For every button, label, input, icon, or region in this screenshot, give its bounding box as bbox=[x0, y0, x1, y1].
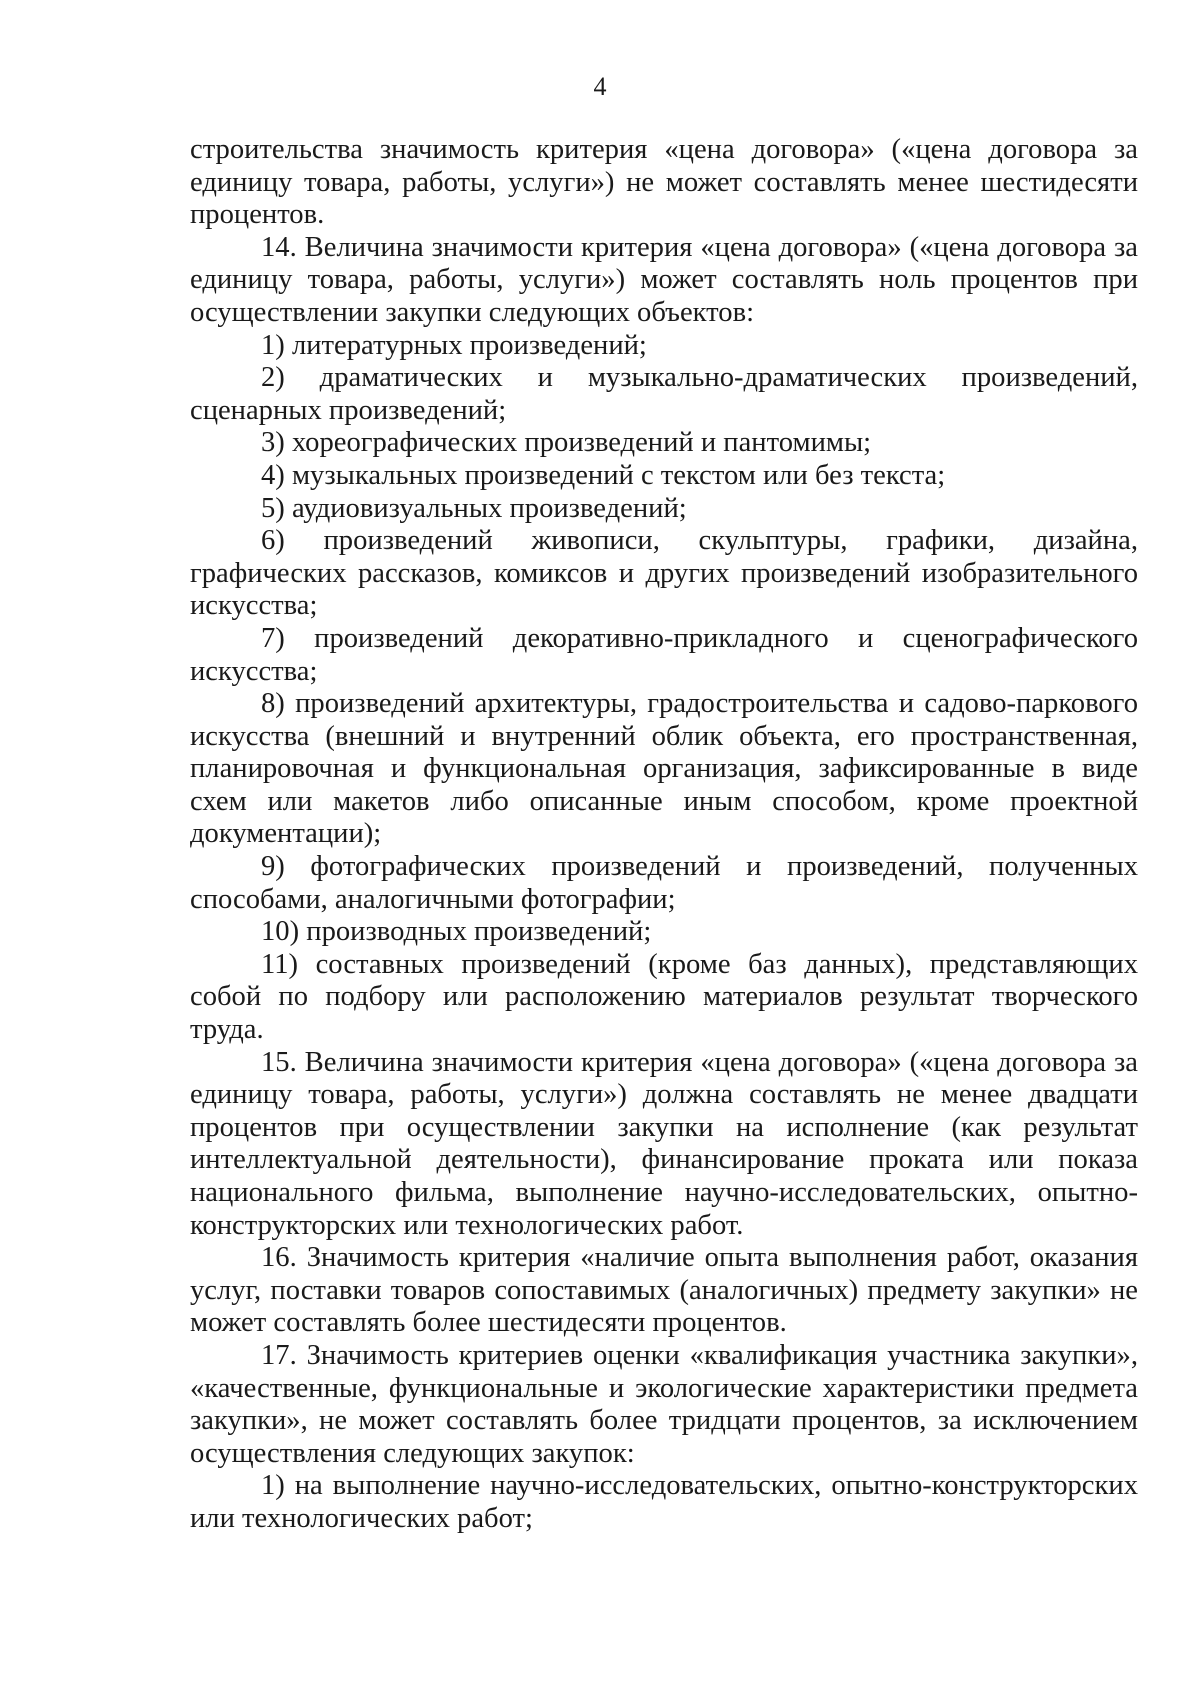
list-item-14-7: 7) произведений декоративно-прикладного и сценографического искусства; bbox=[190, 622, 1138, 687]
list-item-14-1: 1) литературных произведений; bbox=[261, 329, 647, 361]
document-body bbox=[190, 134, 1138, 1536]
list-item-14-2: 2) драматических и музыкально-драматических произведений, сценарных произведений; bbox=[190, 362, 1138, 426]
paragraph-item-15: 15. Величина значимости критерия «цена договора» («цена договора за единицу товара, работы, услуги») должна составлять не менее двадцати процентов при осуществлении закупки на исполнение (как результат интеллектуальной деятельности), финансирование проката или показа национального фильма, выполнение научно-исследовательских, опытно-конструкторских или технологических работ. bbox=[190, 1046, 1138, 1241]
list-item-14-8: 8) произведений архитектуры, градостроительства и садово-паркового искусства (внешний и внутренний облик объекта, его пространственная, планировочная и функциональная организация, зафиксированные в виде схем или макетов либо описанные иным способом, кроме проектной документации); bbox=[190, 688, 1138, 850]
list-item-14-6: 6) произведений живописи, скульптуры, графики, дизайна, графических рассказов, комиксов и других произведений изобразительного искусства; bbox=[190, 525, 1138, 622]
list-item-14-10: 10) производных произведений; bbox=[261, 916, 652, 948]
list-item-17-1: 1) на выполнение научно-исследовательских, опытно-конструкторских или технологических работ; bbox=[190, 1470, 1138, 1534]
paragraph-continuation: строительства значимость критерия «цена договора» («цена договора за единицу товара, работы, услуги») не может составлять менее шестидесяти процентов. bbox=[190, 134, 1138, 231]
list-item-14-11: 11) составных произведений (кроме баз данных), представляющих собой по подбору или расположению материалов результат творческого труда. bbox=[190, 948, 1138, 1046]
page-number: 4 bbox=[593, 72, 607, 101]
paragraph-item-17: 17. Значимость критериев оценки «квалификация участника закупки», «качественные, функциональные и экологические характеристики предмета закупки», не может составлять более тридцати процентов, за исключением осуществления следующих закупок: bbox=[190, 1339, 1138, 1469]
paragraph-item-14: 14. Величина значимости критерия «цена договора» («цена договора за единицу товара, работы, услуги») может составлять ноль процентов при осуществлении закупки следующих объектов: bbox=[190, 231, 1138, 328]
list-item-14-3: 3) хореографических произведений и пантомимы; bbox=[261, 427, 872, 459]
list-item-14-4: 4) музыкальных произведений с текстом или без текста; bbox=[261, 459, 946, 491]
list-item-14-5: 5) аудиовизуальных произведений; bbox=[261, 492, 687, 524]
paragraph-item-16: 16. Значимость критерия «наличие опыта выполнения работ, оказания услуг, поставки товаров сопоставимых (аналогичных) предмету закупки» не может составлять более шестидесяти процентов. bbox=[190, 1242, 1138, 1339]
list-item-14-9: 9) фотографических произведений и произведений, полученных способами, аналогичными фотографии; bbox=[190, 851, 1138, 915]
